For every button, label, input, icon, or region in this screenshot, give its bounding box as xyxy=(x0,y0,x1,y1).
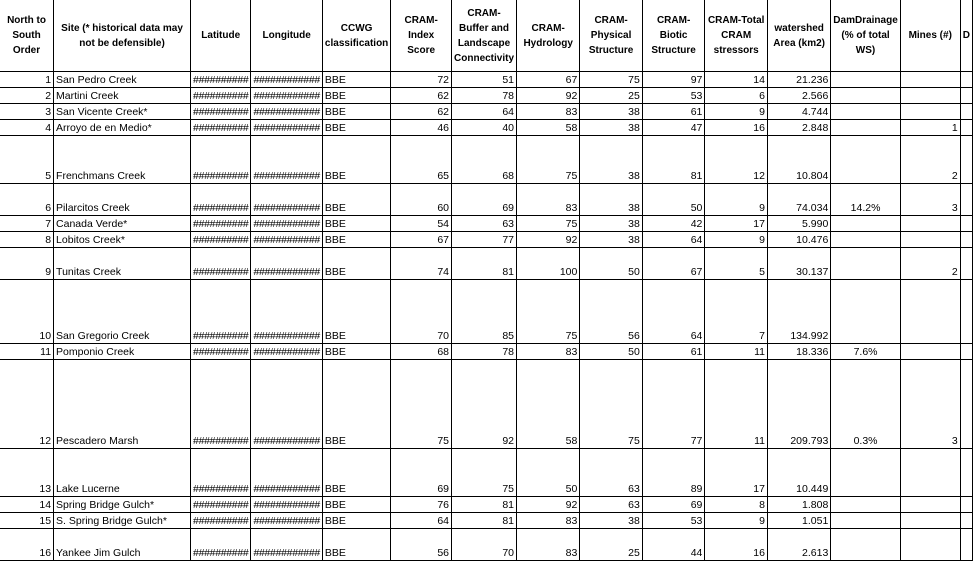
cell-cram-index[interactable]: 72 xyxy=(391,72,452,88)
cell-cram-biotic[interactable]: 64 xyxy=(642,280,705,344)
table-row xyxy=(0,104,973,120)
cell-latitude[interactable]: ########## xyxy=(191,88,251,104)
cell-order[interactable]: 15 xyxy=(0,513,54,529)
cell-watershed-area[interactable]: 30.137 xyxy=(767,248,830,280)
cell-ccwg[interactable]: BBE xyxy=(322,513,390,529)
cell-cram-biotic[interactable]: 77 xyxy=(642,360,705,449)
cell-next-column[interactable] xyxy=(960,529,972,561)
cell-dam-drainage[interactable] xyxy=(831,497,900,513)
cell-latitude[interactable]: ########## xyxy=(191,497,251,513)
table-row xyxy=(0,184,973,216)
cell-dam-drainage[interactable]: 0.3% xyxy=(831,360,900,449)
cell-next-column[interactable] xyxy=(960,136,972,184)
cell-cram-physical[interactable]: 63 xyxy=(580,497,643,513)
cell-watershed-area[interactable]: 2.566 xyxy=(767,88,830,104)
cell-mines[interactable] xyxy=(900,529,960,561)
cell-site[interactable]: Frenchmans Creek xyxy=(54,136,191,184)
cell-cram-physical[interactable]: 50 xyxy=(580,344,643,360)
cell-cram-biotic[interactable]: 89 xyxy=(642,449,705,497)
cell-order[interactable]: 6 xyxy=(0,184,54,216)
cell-cram-index[interactable]: 56 xyxy=(391,529,452,561)
cell-longitude[interactable]: ############ xyxy=(251,529,322,561)
header-dam-drainage[interactable]: DamDrainage (% of total WS) xyxy=(831,0,900,72)
cell-ccwg[interactable]: BBE xyxy=(322,248,390,280)
cell-order[interactable]: 1 xyxy=(0,72,54,88)
cell-mines[interactable] xyxy=(900,280,960,344)
cell-next-column[interactable] xyxy=(960,120,972,136)
cell-cram-buffer[interactable]: 81 xyxy=(452,497,517,513)
cell-cram-hydrology[interactable]: 75 xyxy=(517,216,580,232)
cell-cram-index[interactable]: 60 xyxy=(391,184,452,216)
cell-cram-stressors[interactable]: 12 xyxy=(705,136,768,184)
cell-cram-buffer[interactable]: 81 xyxy=(452,513,517,529)
table-row xyxy=(0,344,973,360)
cell-next-column[interactable] xyxy=(960,88,972,104)
cell-ccwg[interactable]: BBE xyxy=(322,216,390,232)
cell-cram-buffer[interactable]: 63 xyxy=(452,216,517,232)
cell-mines[interactable]: 2 xyxy=(900,248,960,280)
cell-mines[interactable] xyxy=(900,88,960,104)
cell-cram-biotic[interactable]: 44 xyxy=(642,529,705,561)
cell-dam-drainage[interactable] xyxy=(831,216,900,232)
cell-ccwg[interactable]: BBE xyxy=(322,104,390,120)
table-row xyxy=(0,248,973,280)
header-next-column[interactable]: D xyxy=(960,0,972,72)
cell-cram-biotic[interactable]: 53 xyxy=(642,513,705,529)
header-cram-biotic[interactable]: CRAM-Biotic Structure xyxy=(642,0,705,72)
cell-cram-index[interactable]: 62 xyxy=(391,104,452,120)
cell-cram-hydrology[interactable]: 83 xyxy=(517,529,580,561)
cell-cram-buffer[interactable]: 40 xyxy=(452,120,517,136)
cell-order[interactable]: 7 xyxy=(0,216,54,232)
cell-order[interactable]: 3 xyxy=(0,104,54,120)
cell-longitude[interactable]: ############ xyxy=(251,232,322,248)
cell-cram-stressors[interactable]: 16 xyxy=(705,529,768,561)
cell-order[interactable]: 16 xyxy=(0,529,54,561)
header-site[interactable]: Site (* historical data may not be defensible) xyxy=(54,0,191,72)
cell-watershed-area[interactable]: 5.990 xyxy=(767,216,830,232)
cell-cram-buffer[interactable]: 77 xyxy=(452,232,517,248)
cell-cram-hydrology[interactable]: 58 xyxy=(517,120,580,136)
cell-dam-drainage[interactable] xyxy=(831,280,900,344)
cell-cram-stressors[interactable]: 11 xyxy=(705,360,768,449)
table-row xyxy=(0,120,973,136)
cell-watershed-area[interactable]: 134.992 xyxy=(767,280,830,344)
cell-next-column[interactable] xyxy=(960,344,972,360)
cell-cram-buffer[interactable]: 85 xyxy=(452,280,517,344)
cell-longitude[interactable]: ############ xyxy=(251,216,322,232)
header-cram-hydrology[interactable]: CRAM-Hydrology xyxy=(517,0,580,72)
cell-watershed-area[interactable]: 4.744 xyxy=(767,104,830,120)
cell-cram-stressors[interactable]: 17 xyxy=(705,216,768,232)
cell-watershed-area[interactable]: 21.236 xyxy=(767,72,830,88)
cell-next-column[interactable] xyxy=(960,184,972,216)
header-row xyxy=(0,0,973,72)
table-row xyxy=(0,513,973,529)
cell-cram-biotic[interactable]: 61 xyxy=(642,344,705,360)
cell-longitude[interactable]: ############ xyxy=(251,344,322,360)
cell-cram-hydrology[interactable]: 50 xyxy=(517,449,580,497)
cell-watershed-area[interactable]: 1.051 xyxy=(767,513,830,529)
cell-order[interactable]: 8 xyxy=(0,232,54,248)
cell-latitude[interactable]: ########## xyxy=(191,232,251,248)
cell-latitude[interactable]: ########## xyxy=(191,72,251,88)
cell-cram-buffer[interactable]: 78 xyxy=(452,88,517,104)
cell-site[interactable]: Martini Creek xyxy=(54,88,191,104)
cell-cram-stressors[interactable]: 9 xyxy=(705,184,768,216)
cell-cram-stressors[interactable]: 9 xyxy=(705,513,768,529)
cell-watershed-area[interactable]: 2.848 xyxy=(767,120,830,136)
cell-next-column[interactable] xyxy=(960,497,972,513)
cell-next-column[interactable] xyxy=(960,280,972,344)
cell-site[interactable]: San Pedro Creek xyxy=(54,72,191,88)
table-body xyxy=(0,72,973,561)
cell-ccwg[interactable]: BBE xyxy=(322,449,390,497)
cell-cram-stressors[interactable]: 16 xyxy=(705,120,768,136)
cell-ccwg[interactable]: BBE xyxy=(322,120,390,136)
cell-cram-hydrology[interactable]: 83 xyxy=(517,344,580,360)
cell-ccwg[interactable]: BBE xyxy=(322,529,390,561)
cell-cram-buffer[interactable]: 78 xyxy=(452,344,517,360)
cell-latitude[interactable]: ########## xyxy=(191,449,251,497)
cell-cram-physical[interactable]: 56 xyxy=(580,280,643,344)
cell-cram-stressors[interactable]: 9 xyxy=(705,104,768,120)
cell-cram-physical[interactable]: 38 xyxy=(580,513,643,529)
cell-cram-index[interactable]: 67 xyxy=(391,232,452,248)
cell-dam-drainage[interactable] xyxy=(831,72,900,88)
header-longitude[interactable]: Longitude xyxy=(251,0,322,72)
cell-latitude[interactable]: ########## xyxy=(191,513,251,529)
cell-order[interactable]: 11 xyxy=(0,344,54,360)
cell-cram-buffer[interactable]: 69 xyxy=(452,184,517,216)
cell-cram-biotic[interactable]: 64 xyxy=(642,232,705,248)
cell-watershed-area[interactable]: 10.804 xyxy=(767,136,830,184)
cell-cram-hydrology[interactable]: 75 xyxy=(517,280,580,344)
cell-latitude[interactable]: ########## xyxy=(191,216,251,232)
cell-mines[interactable]: 3 xyxy=(900,360,960,449)
cell-watershed-area[interactable]: 209.793 xyxy=(767,360,830,449)
cell-cram-biotic[interactable]: 81 xyxy=(642,136,705,184)
cell-ccwg[interactable]: BBE xyxy=(322,72,390,88)
cell-mines[interactable]: 1 xyxy=(900,120,960,136)
cell-latitude[interactable]: ########## xyxy=(191,120,251,136)
cell-cram-hydrology[interactable]: 83 xyxy=(517,104,580,120)
cell-site[interactable]: Lake Lucerne xyxy=(54,449,191,497)
cell-cram-stressors[interactable]: 5 xyxy=(705,248,768,280)
cell-dam-drainage[interactable] xyxy=(831,529,900,561)
header-ccwg[interactable]: CCWG classification xyxy=(322,0,390,72)
cell-cram-biotic[interactable]: 67 xyxy=(642,248,705,280)
cell-cram-hydrology[interactable]: 92 xyxy=(517,497,580,513)
cell-cram-buffer[interactable]: 81 xyxy=(452,248,517,280)
cell-cram-stressors[interactable]: 17 xyxy=(705,449,768,497)
cell-cram-buffer[interactable]: 51 xyxy=(452,72,517,88)
table-row xyxy=(0,449,973,497)
cell-cram-physical[interactable]: 75 xyxy=(580,360,643,449)
cell-mines[interactable]: 2 xyxy=(900,136,960,184)
cell-site[interactable]: Arroyo de en Medio* xyxy=(54,120,191,136)
cell-next-column[interactable] xyxy=(960,72,972,88)
cell-latitude[interactable]: ########## xyxy=(191,344,251,360)
cell-cram-stressors[interactable]: 11 xyxy=(705,344,768,360)
table-row xyxy=(0,88,973,104)
cell-order[interactable]: 12 xyxy=(0,360,54,449)
header-order[interactable]: North to South Order xyxy=(0,0,54,72)
cell-mines[interactable] xyxy=(900,232,960,248)
cell-cram-index[interactable]: 62 xyxy=(391,88,452,104)
cell-cram-index[interactable]: 64 xyxy=(391,513,452,529)
cell-site[interactable]: S. Spring Bridge Gulch* xyxy=(54,513,191,529)
cell-cram-index[interactable]: 75 xyxy=(391,360,452,449)
cell-site[interactable]: San Gregorio Creek xyxy=(54,280,191,344)
cell-cram-index[interactable]: 69 xyxy=(391,449,452,497)
cell-site[interactable]: Pescadero Marsh xyxy=(54,360,191,449)
table-row xyxy=(0,529,973,561)
cell-longitude[interactable]: ############ xyxy=(251,449,322,497)
cell-site[interactable]: Tunitas Creek xyxy=(54,248,191,280)
cell-cram-stressors[interactable]: 14 xyxy=(705,72,768,88)
cell-watershed-area[interactable]: 2.613 xyxy=(767,529,830,561)
cell-longitude[interactable]: ############ xyxy=(251,72,322,88)
cell-cram-stressors[interactable]: 7 xyxy=(705,280,768,344)
cell-ccwg[interactable]: BBE xyxy=(322,184,390,216)
cell-cram-biotic[interactable]: 47 xyxy=(642,120,705,136)
cell-cram-index[interactable]: 76 xyxy=(391,497,452,513)
cell-next-column[interactable] xyxy=(960,248,972,280)
cell-cram-buffer[interactable]: 92 xyxy=(452,360,517,449)
cell-dam-drainage[interactable] xyxy=(831,248,900,280)
cell-watershed-area[interactable]: 10.476 xyxy=(767,232,830,248)
table-row xyxy=(0,72,973,88)
cell-ccwg[interactable]: BBE xyxy=(322,136,390,184)
cell-site[interactable]: San Vicente Creek* xyxy=(54,104,191,120)
cell-latitude[interactable]: ########## xyxy=(191,248,251,280)
cell-cram-physical[interactable]: 38 xyxy=(580,216,643,232)
cell-cram-physical[interactable]: 38 xyxy=(580,232,643,248)
cell-cram-biotic[interactable]: 42 xyxy=(642,216,705,232)
cell-cram-hydrology[interactable]: 83 xyxy=(517,513,580,529)
cell-mines[interactable] xyxy=(900,449,960,497)
cell-cram-physical[interactable]: 38 xyxy=(580,120,643,136)
cell-next-column[interactable] xyxy=(960,104,972,120)
cell-dam-drainage[interactable] xyxy=(831,513,900,529)
header-watershed-area[interactable]: watershed Area (km2) xyxy=(767,0,830,72)
header-latitude[interactable]: Latitude xyxy=(191,0,251,72)
cell-cram-index[interactable]: 65 xyxy=(391,136,452,184)
header-mines[interactable]: Mines (#) xyxy=(900,0,960,72)
cell-dam-drainage[interactable] xyxy=(831,232,900,248)
cell-site[interactable]: Lobitos Creek* xyxy=(54,232,191,248)
cell-cram-hydrology[interactable]: 92 xyxy=(517,88,580,104)
cell-watershed-area[interactable]: 74.034 xyxy=(767,184,830,216)
cell-cram-stressors[interactable]: 6 xyxy=(705,88,768,104)
table-row xyxy=(0,232,973,248)
cell-cram-biotic[interactable]: 61 xyxy=(642,104,705,120)
cell-cram-physical[interactable]: 25 xyxy=(580,529,643,561)
cell-cram-hydrology[interactable]: 75 xyxy=(517,136,580,184)
cell-ccwg[interactable]: BBE xyxy=(322,88,390,104)
cell-cram-physical[interactable]: 38 xyxy=(580,184,643,216)
cell-latitude[interactable]: ########## xyxy=(191,280,251,344)
cell-cram-index[interactable]: 54 xyxy=(391,216,452,232)
cell-cram-biotic[interactable]: 53 xyxy=(642,88,705,104)
cell-dam-drainage[interactable]: 7.6% xyxy=(831,344,900,360)
cell-longitude[interactable]: ############ xyxy=(251,88,322,104)
cell-cram-stressors[interactable]: 9 xyxy=(705,232,768,248)
cell-next-column[interactable] xyxy=(960,360,972,449)
cell-cram-hydrology[interactable]: 92 xyxy=(517,232,580,248)
cell-dam-drainage[interactable]: 14.2% xyxy=(831,184,900,216)
cell-site[interactable]: Yankee Jim Gulch xyxy=(54,529,191,561)
cell-cram-physical[interactable]: 63 xyxy=(580,449,643,497)
cell-mines[interactable] xyxy=(900,344,960,360)
cell-cram-biotic[interactable]: 97 xyxy=(642,72,705,88)
cell-ccwg[interactable]: BBE xyxy=(322,360,390,449)
cell-watershed-area[interactable]: 18.336 xyxy=(767,344,830,360)
cell-cram-buffer[interactable]: 68 xyxy=(452,136,517,184)
cell-mines[interactable] xyxy=(900,72,960,88)
cell-cram-index[interactable]: 70 xyxy=(391,280,452,344)
cell-mines[interactable] xyxy=(900,216,960,232)
cell-cram-hydrology[interactable]: 100 xyxy=(517,248,580,280)
cell-cram-physical[interactable]: 25 xyxy=(580,88,643,104)
table-row xyxy=(0,497,973,513)
cell-cram-buffer[interactable]: 70 xyxy=(452,529,517,561)
cell-order[interactable]: 5 xyxy=(0,136,54,184)
cell-site[interactable]: Pomponio Creek xyxy=(54,344,191,360)
cell-cram-hydrology[interactable]: 58 xyxy=(517,360,580,449)
cell-longitude[interactable]: ############ xyxy=(251,360,322,449)
cell-watershed-area[interactable]: 1.808 xyxy=(767,497,830,513)
cell-dam-drainage[interactable] xyxy=(831,88,900,104)
cell-dam-drainage[interactable] xyxy=(831,136,900,184)
cell-ccwg[interactable]: BBE xyxy=(322,280,390,344)
cell-mines[interactable] xyxy=(900,497,960,513)
header-cram-physical[interactable]: CRAM-Physical Structure xyxy=(580,0,643,72)
cell-cram-biotic[interactable]: 69 xyxy=(642,497,705,513)
cell-mines[interactable] xyxy=(900,104,960,120)
cell-cram-physical[interactable]: 38 xyxy=(580,136,643,184)
cell-cram-index[interactable]: 74 xyxy=(391,248,452,280)
cell-next-column[interactable] xyxy=(960,513,972,529)
table-row xyxy=(0,216,973,232)
cell-next-column[interactable] xyxy=(960,232,972,248)
cell-longitude[interactable]: ############ xyxy=(251,497,322,513)
cell-next-column[interactable] xyxy=(960,449,972,497)
cell-cram-physical[interactable]: 75 xyxy=(580,72,643,88)
cell-longitude[interactable]: ############ xyxy=(251,136,322,184)
table-row xyxy=(0,136,973,184)
cell-dam-drainage[interactable] xyxy=(831,104,900,120)
cell-cram-index[interactable]: 68 xyxy=(391,344,452,360)
cell-mines[interactable] xyxy=(900,513,960,529)
cell-longitude[interactable]: ############ xyxy=(251,248,322,280)
cell-cram-physical[interactable]: 50 xyxy=(580,248,643,280)
cell-ccwg[interactable]: BBE xyxy=(322,232,390,248)
cell-cram-buffer[interactable]: 64 xyxy=(452,104,517,120)
cell-longitude[interactable]: ############ xyxy=(251,513,322,529)
cell-cram-hydrology[interactable]: 83 xyxy=(517,184,580,216)
table-row xyxy=(0,360,973,449)
cell-order[interactable]: 2 xyxy=(0,88,54,104)
cell-watershed-area[interactable]: 10.449 xyxy=(767,449,830,497)
cell-order[interactable]: 13 xyxy=(0,449,54,497)
header-cram-buffer[interactable]: CRAM-Buffer and Landscape Connectivity xyxy=(452,0,517,72)
cell-latitude[interactable]: ########## xyxy=(191,360,251,449)
table-row xyxy=(0,280,973,344)
cell-cram-hydrology[interactable]: 67 xyxy=(517,72,580,88)
cell-site[interactable]: Pilarcitos Creek xyxy=(54,184,191,216)
cell-latitude[interactable]: ########## xyxy=(191,529,251,561)
cell-longitude[interactable]: ############ xyxy=(251,184,322,216)
cell-longitude[interactable]: ############ xyxy=(251,280,322,344)
cell-order[interactable]: 9 xyxy=(0,248,54,280)
cell-order[interactable]: 4 xyxy=(0,120,54,136)
header-cram-index[interactable]: CRAM-Index Score xyxy=(391,0,452,72)
cell-site[interactable]: Spring Bridge Gulch* xyxy=(54,497,191,513)
cell-next-column[interactable] xyxy=(960,216,972,232)
cell-cram-biotic[interactable]: 50 xyxy=(642,184,705,216)
cell-latitude[interactable]: ########## xyxy=(191,184,251,216)
header-cram-stressors[interactable]: CRAM-Total CRAM stressors xyxy=(705,0,768,72)
cell-latitude[interactable]: ########## xyxy=(191,104,251,120)
cell-order[interactable]: 10 xyxy=(0,280,54,344)
cell-cram-buffer[interactable]: 75 xyxy=(452,449,517,497)
cell-mines[interactable]: 3 xyxy=(900,184,960,216)
cell-longitude[interactable]: ############ xyxy=(251,104,322,120)
cell-cram-stressors[interactable]: 8 xyxy=(705,497,768,513)
cell-dam-drainage[interactable] xyxy=(831,449,900,497)
cell-ccwg[interactable]: BBE xyxy=(322,344,390,360)
cell-cram-physical[interactable]: 38 xyxy=(580,104,643,120)
cell-cram-index[interactable]: 46 xyxy=(391,120,452,136)
cell-ccwg[interactable]: BBE xyxy=(322,497,390,513)
cell-order[interactable]: 14 xyxy=(0,497,54,513)
cell-latitude[interactable]: ########## xyxy=(191,136,251,184)
cell-longitude[interactable]: ############ xyxy=(251,120,322,136)
cell-dam-drainage[interactable] xyxy=(831,120,900,136)
cell-site[interactable]: Canada Verde* xyxy=(54,216,191,232)
